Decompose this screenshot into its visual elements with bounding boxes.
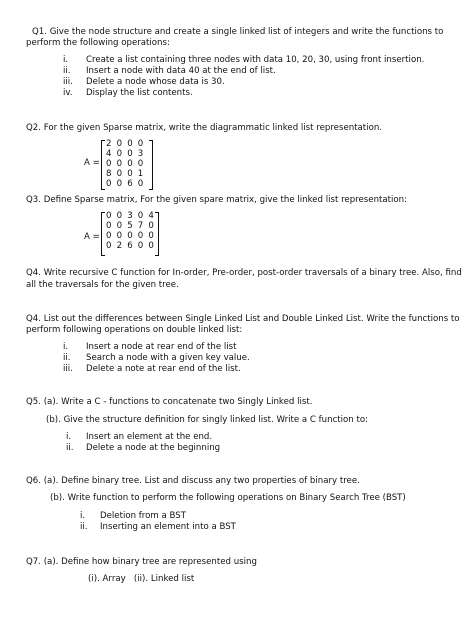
q1-item-4-num: iv. — [63, 88, 73, 98]
q4b-item-2-num: ii. — [63, 353, 71, 363]
q1-item-2-text: Insert a node with data 40 at the end of list. — [86, 66, 276, 76]
q6-item-2-text: Inserting an element into a BST — [100, 522, 236, 532]
q2-line1: Q2. For the given Sparse matrix, write the diagrammatic linked list representation. — [26, 123, 383, 133]
q2-matrix-row-1: 2 0 0 0 — [106, 139, 145, 149]
q3-left-bracket — [101, 212, 105, 256]
q2-matrix-row-3: 0 0 0 0 — [106, 159, 145, 169]
q4b-item-3-num: iii. — [63, 364, 73, 374]
q1-item-2-num: ii. — [63, 66, 71, 76]
q1-line2: perform the following operations: — [26, 38, 170, 48]
q2-matrix-label: A = — [84, 158, 100, 168]
q1-item-3-num: iii. — [63, 77, 73, 87]
q1-item-3-text: Delete a node whose data is 30. — [86, 77, 225, 87]
q5-line1: Q5. (a). Write a C - functions to concatenate two Singly Linked list. — [26, 397, 313, 407]
q1-line1: Q1. Give the node structure and create a single linked list of integers and write the functions to — [32, 27, 444, 37]
q6-item-2-num: ii. — [80, 522, 88, 532]
q3-matrix-row-2: 0 0 5 7 0 — [106, 221, 156, 231]
q3-right-bracket — [155, 212, 159, 256]
q7-line1: Q7. (a). Define how binary tree are represented using — [26, 557, 257, 567]
q3-line1: Q3. Define Sparse matrix, For the given spare matrix, give the linked list representation: — [26, 195, 408, 205]
q4b-line2: perform following operations on double linked list: — [26, 325, 243, 335]
q6-item-1-text: Deletion from a BST — [100, 511, 186, 521]
q3-matrix-row-1: 0 0 3 0 4 — [106, 211, 156, 221]
q4b-item-1-text: Insert a node at rear end of the list — [86, 342, 237, 352]
q5-line2: (b). Give the structure definition for singly linked list. Write a C function to: — [46, 415, 369, 425]
q6-line2: (b). Write function to perform the following operations on Binary Search Tree (BST) — [50, 493, 406, 503]
q2-matrix-row-5: 0 0 6 0 — [106, 179, 145, 189]
q5-item-1-num: i. — [66, 432, 72, 442]
q1-item-4-text: Display the list contents. — [86, 88, 193, 98]
q2-matrix-row-2: 4 0 0 3 — [106, 149, 145, 159]
q5-item-2-text: Delete a node at the beginning — [86, 443, 221, 453]
q4b-item-1-num: i. — [63, 342, 69, 352]
q5-item-2-num: ii. — [66, 443, 74, 453]
q4b-item-3-text: Delete a note at rear end of the list. — [86, 364, 241, 374]
q4a-line2: all the traversals for the given tree. — [26, 280, 179, 290]
q7-line2: (i). Array (ii). Linked list — [88, 574, 195, 584]
q6-line1: Q6. (a). Define binary tree. List and discuss any two properties of binary tree. — [26, 476, 360, 486]
q1-item-1-text: Create a list containing three nodes with data 10, 20, 30, using front insertion. — [86, 55, 425, 65]
q1-item-1-num: i. — [63, 55, 69, 65]
q5-item-1-text: Insert an element at the end. — [86, 432, 213, 442]
q2-matrix-row-4: 8 0 0 1 — [106, 169, 145, 179]
q2-right-bracket — [149, 140, 153, 190]
q6-item-1-num: i. — [80, 511, 86, 521]
q3-matrix-row-4: 0 2 6 0 0 — [106, 241, 156, 251]
q4b-line1: Q4. List out the differences between Single Linked List and Double Linked List. Write the functions to — [26, 314, 460, 324]
q4b-item-2-text: Search a node with a given key value. — [86, 353, 250, 363]
q4a-line1: Q4. Write recursive C function for In-order, Pre-order, post-order traversals of a binary tree. Also, find — [26, 268, 462, 278]
q2-left-bracket — [101, 140, 105, 190]
q3-matrix-row-3: 0 0 0 0 0 — [106, 231, 156, 241]
q3-matrix-label: A = — [84, 232, 100, 242]
